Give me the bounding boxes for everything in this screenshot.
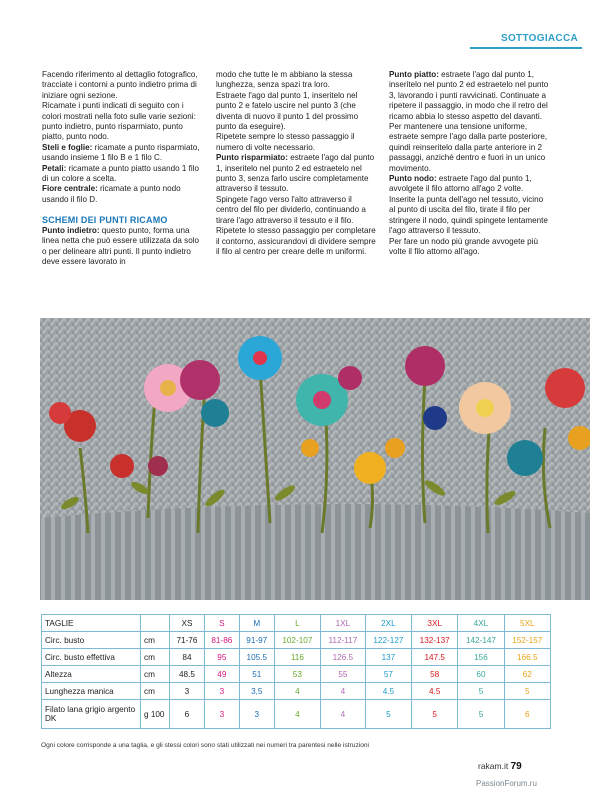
paragraph-text: questo punto, forma una linea netta che può essere utilizzata da solo o per delineare altri punti. Il punto indietro deve essere lavorato in bbox=[42, 225, 200, 266]
table-cell: 126.5 bbox=[321, 649, 366, 666]
table-cell: 91-97 bbox=[239, 632, 274, 649]
table-cell: 95 bbox=[204, 649, 239, 666]
page-number: 79 bbox=[510, 761, 522, 772]
table-header-row bbox=[42, 615, 551, 632]
size-header: 2XL bbox=[365, 615, 411, 632]
table-cell: 48.5 bbox=[170, 666, 205, 683]
size-header: L bbox=[274, 615, 320, 632]
table-row bbox=[42, 649, 551, 666]
section-heading: SCHEMI DEI PUNTI RICAMO bbox=[42, 215, 168, 226]
site-name: rakam.it bbox=[478, 761, 509, 771]
paragraph-text: estraete l'ago dal punto 1, avvolgete il filo attorno all'ago 2 volte. Inserite la punta dell'ago nel tessuto, vicino al punto di uscita del filo, tirate il filo per stringere il nodo, quindi spingete lentamente l'ago attraverso il tessuto. bbox=[389, 174, 548, 236]
table-cell: 4.5 bbox=[412, 683, 458, 700]
row-label: Altezza bbox=[42, 666, 141, 683]
table-cell: 3 bbox=[239, 700, 274, 729]
row-unit: cm bbox=[141, 649, 170, 666]
subheading: Petali: bbox=[42, 163, 67, 173]
row-label: Filato lana grigio argento DK bbox=[42, 700, 141, 729]
table-cell: 3 bbox=[204, 700, 239, 729]
header-unit bbox=[141, 615, 170, 632]
row-unit: cm bbox=[141, 632, 170, 649]
size-header: 5XL bbox=[504, 615, 550, 632]
table-cell: 5 bbox=[504, 683, 550, 700]
section-tag: SOTTOGIACCA bbox=[500, 33, 578, 44]
table-cell: 5 bbox=[458, 700, 504, 729]
table-cell: 55 bbox=[321, 666, 366, 683]
table-cell: 51 bbox=[239, 666, 274, 683]
table-cell: 166.5 bbox=[504, 649, 550, 666]
table-cell: 116 bbox=[274, 649, 320, 666]
table-row bbox=[42, 632, 551, 649]
sizes-table bbox=[41, 614, 551, 729]
table-cell: 4 bbox=[274, 683, 320, 700]
table-cell: 105.5 bbox=[239, 649, 274, 666]
paragraph bbox=[42, 184, 202, 205]
paragraph bbox=[389, 70, 549, 122]
paragraph: Spingete l'ago verso l'alto attraverso il centro del filo per dividerlo, continuando a tirare l'ago attraverso il tessuto e il filo. Ripetete lo stesso passaggio per completare il contorno, assicurandovi di dividere sempre il filo al centro per creare delle m uniformi. bbox=[216, 194, 376, 256]
size-header: 3XL bbox=[412, 615, 458, 632]
table-cell: 4 bbox=[274, 700, 320, 729]
paragraph: modo che tutte le m abbiano la stessa lunghezza, senza spazi tra loro. bbox=[216, 70, 353, 90]
table-cell: 62 bbox=[504, 666, 550, 683]
paragraph: Ripetete sempre lo stesso passaggio il numero di volte necessario. bbox=[216, 132, 355, 152]
table-cell: 142-147 bbox=[458, 632, 504, 649]
table-cell: 3,5 bbox=[239, 683, 274, 700]
paragraph-text: ricamate a punto risparmiato, usando insieme 1 filo B e 1 filo C. bbox=[42, 142, 200, 163]
size-header: XS bbox=[170, 615, 205, 632]
table-cell: 6 bbox=[170, 700, 205, 729]
paragraph-text: estraete l'ago dal punto 1, inseritelo nel punto 2 ed estraetelo nel punto 3, senza farlo uscire completamente attraverso il tessuto. bbox=[216, 153, 375, 194]
embroidery-photo bbox=[40, 318, 590, 600]
section-rule bbox=[470, 47, 582, 49]
row-unit: cm bbox=[141, 666, 170, 683]
paragraph bbox=[389, 174, 549, 236]
row-label: Circ. busto bbox=[42, 632, 141, 649]
subheading: Punto risparmiato: bbox=[216, 153, 288, 163]
table-cell: 5 bbox=[458, 683, 504, 700]
table-cell: 147.5 bbox=[412, 649, 458, 666]
paragraph: Estraete l'ago dal punto 1, inseritelo nel punto 2 e fatelo uscire nel punto 3 (che diventa di nuovo il punto 1 del prossimo punto da eseguire). bbox=[216, 90, 359, 132]
size-header: 1XL bbox=[321, 615, 366, 632]
table-cell: 71-76 bbox=[170, 632, 205, 649]
table-cell: 5 bbox=[412, 700, 458, 729]
text-column-2 bbox=[216, 70, 376, 257]
table-cell: 4.5 bbox=[365, 683, 411, 700]
table-row bbox=[42, 666, 551, 683]
paragraph: Per fare un nodo più grande avvogete più volte il filo attorno all'ago. bbox=[389, 236, 538, 256]
table-cell: 3 bbox=[170, 683, 205, 700]
paragraph: Per mantenere una tensione uniforme, estraete sempre l'ago dalla parte posteriore, quindi reinseritelo dalla parte anteriore in 2 passaggi, anziché dentro e fuori in un unico movimento. bbox=[389, 122, 548, 173]
table-cell: 84 bbox=[170, 649, 205, 666]
size-header: S bbox=[204, 615, 239, 632]
table-cell: 4 bbox=[321, 683, 366, 700]
table-cell: 58 bbox=[412, 666, 458, 683]
table-cell: 102-107 bbox=[274, 632, 320, 649]
table-row bbox=[42, 700, 551, 729]
table-cell: 122-127 bbox=[365, 632, 411, 649]
table-cell: 57 bbox=[365, 666, 411, 683]
table-cell: 4 bbox=[321, 700, 366, 729]
header-label: TAGLIE bbox=[42, 615, 141, 632]
table-cell: 152-157 bbox=[504, 632, 550, 649]
table-cell: 132-137 bbox=[412, 632, 458, 649]
paragraph bbox=[42, 164, 202, 185]
text-column-3 bbox=[389, 70, 549, 257]
subheading: Punto indietro: bbox=[42, 225, 100, 235]
paragraph bbox=[216, 153, 376, 195]
paragraph bbox=[42, 226, 202, 268]
paragraph-text: ricamate a punto piatto usando 1 filo di un colore a scelta. bbox=[42, 163, 200, 184]
page-footer bbox=[478, 761, 522, 772]
subheading: Punto nodo: bbox=[389, 174, 437, 184]
table-cell: 5 bbox=[365, 700, 411, 729]
subheading: Fiore centrale: bbox=[42, 184, 98, 194]
row-unit: cm bbox=[141, 683, 170, 700]
table-cell: 6 bbox=[504, 700, 550, 729]
row-label: Circ. busto effettiva bbox=[42, 649, 141, 666]
row-label: Lunghezza manica bbox=[42, 683, 141, 700]
paragraph: Ricamate i punti indicati di seguito con i colori mostrati nella foto sulle varie sezioni: punto indietro, punto risparmiato, punto piatto, punto nodo. bbox=[42, 101, 196, 142]
size-header: 4XL bbox=[458, 615, 504, 632]
table-cell: 60 bbox=[458, 666, 504, 683]
text-column-1 bbox=[42, 70, 202, 267]
paragraph: Facendo riferimento al dettaglio fotografico, tracciate i contorni a punto indietro prima di iniziare ogni sezione. bbox=[42, 70, 198, 100]
table-row bbox=[42, 683, 551, 700]
table-cell: 81-86 bbox=[204, 632, 239, 649]
table-cell: 112-117 bbox=[321, 632, 366, 649]
table-cell: 3 bbox=[204, 683, 239, 700]
row-unit: g 100 bbox=[141, 700, 170, 729]
paragraph bbox=[42, 143, 202, 164]
table-cell: 53 bbox=[274, 666, 320, 683]
size-header: M bbox=[239, 615, 274, 632]
subheading: Steli e foglie: bbox=[42, 142, 93, 152]
table-footnote: Ogni colore corrisponde a una taglia, e gli stessi colori sono stati utilizzati nei numeri tra parentesi nelle istruzioni bbox=[41, 742, 370, 749]
table-cell: 137 bbox=[365, 649, 411, 666]
subheading: Punto piatto: bbox=[389, 70, 439, 79]
table-cell: 49 bbox=[204, 666, 239, 683]
paragraph-text: estraete l'ago dal punto 1, inseritelo nel punto 2 ed estraetelo nel punto 3, lavorando i punti ravvicinati. Continuate a ripetere il passaggio, in modo che il retro del ricamo abbia lo stesso aspetto del davanti. bbox=[389, 70, 549, 121]
table-cell: 156 bbox=[458, 649, 504, 666]
paragraph-text: ricamate a punto nodo usando il filo D. bbox=[42, 184, 181, 204]
watermark: PassionForum.ru bbox=[476, 779, 537, 788]
